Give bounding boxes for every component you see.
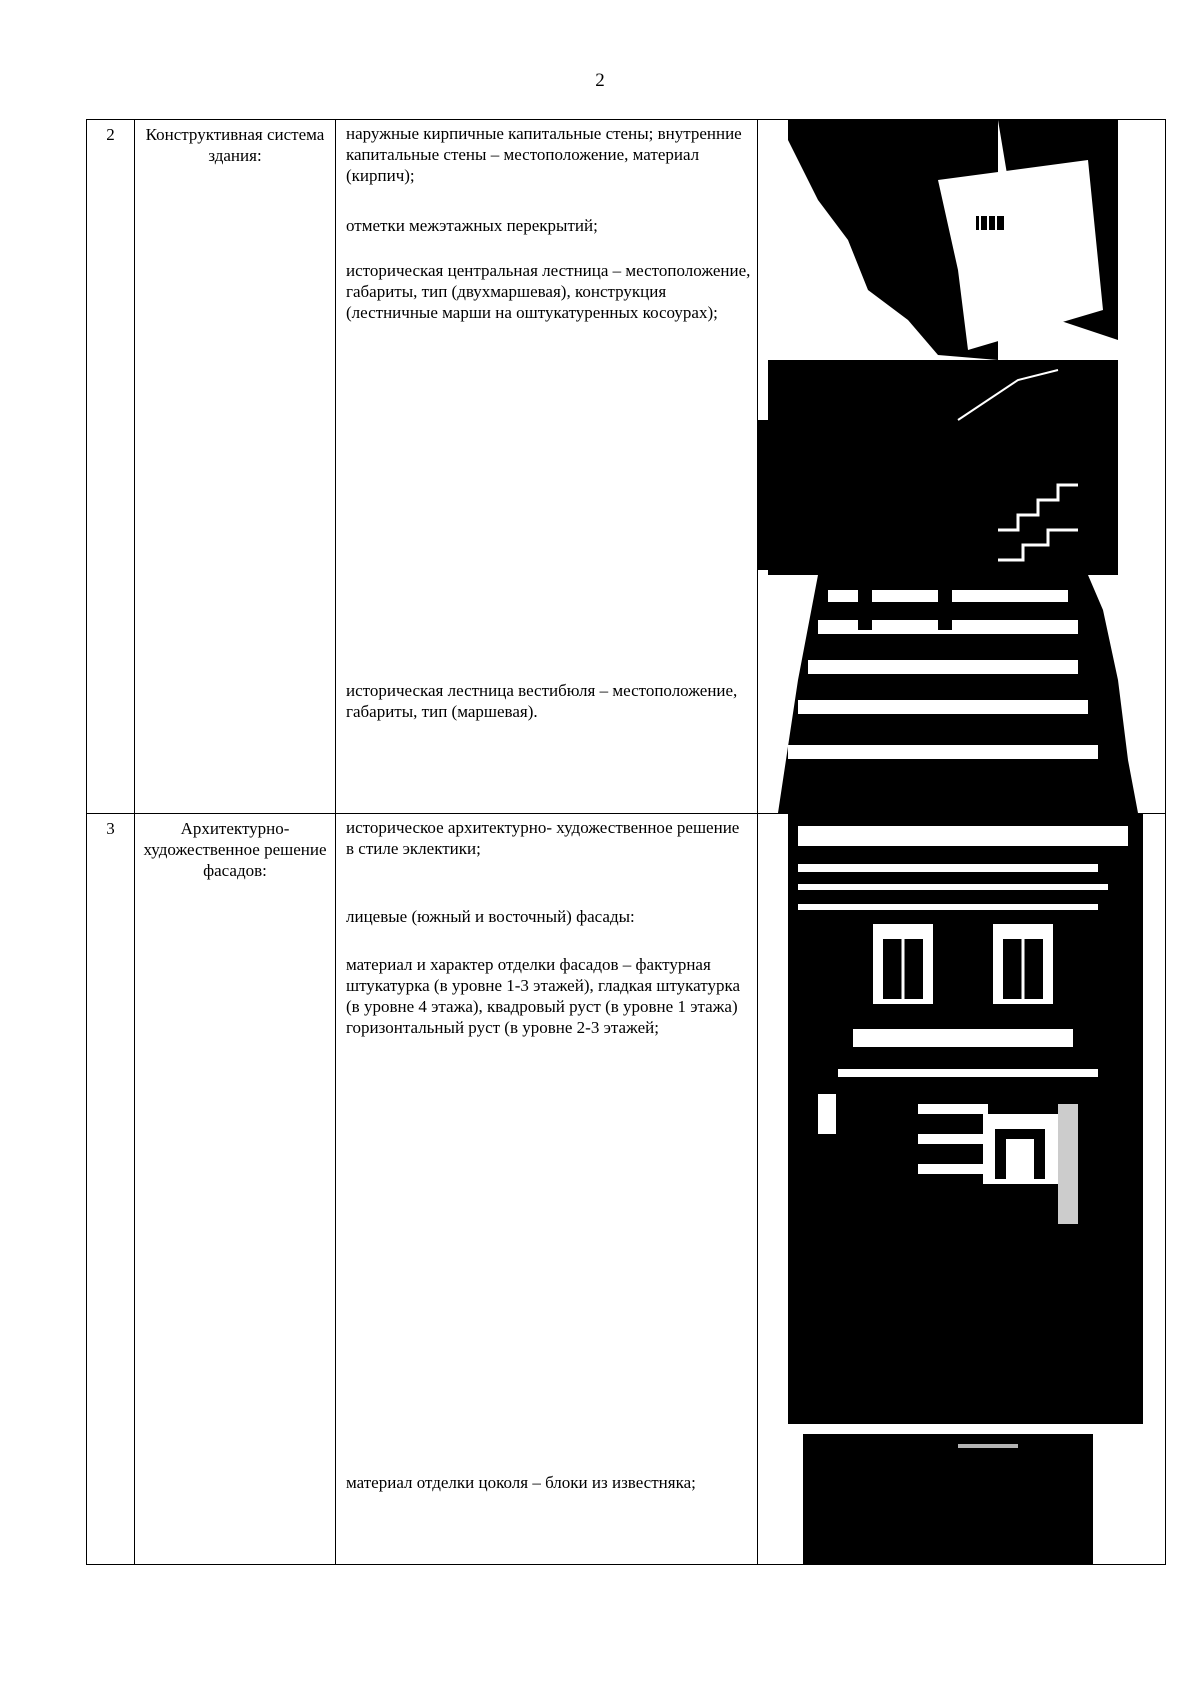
- paragraph: наружные кирпичные капитальные стены; внутренние капитальные стены – местоположение, материал (кирпич);: [346, 124, 742, 185]
- paragraph: историческая лестница вестибюля – местоположение, габариты, тип (маршевая).: [346, 681, 738, 721]
- row-label: Конструктивная система здания:: [135, 120, 336, 814]
- photo-cell: [758, 814, 1166, 1565]
- paragraph: материал и характер отделки фасадов – фактурная штукатурка (в уровне 1-3 этажей), гладкая штукатурка (в уровне 4 этажа), квадровый руст (в уровне 1 этажа) горизонтальный руст (в уровне 2-3 этажей;: [346, 955, 741, 1037]
- row-description: [336, 120, 758, 814]
- paragraph: материал отделки цоколя – блоки из известняка;: [346, 1473, 696, 1492]
- row-description: [336, 814, 758, 1565]
- photo-cell: [758, 120, 1166, 814]
- table-row: [87, 120, 1166, 814]
- paragraph: историческая центральная лестница – местоположение, габариты, тип (двухмаршевая), конструкция (лестничные марши на оштукатуренных косоурах);: [346, 261, 751, 322]
- paragraph: отметки межэтажных перекрытий;: [346, 216, 598, 235]
- page-number: 2: [595, 70, 605, 91]
- staircase-photo: [758, 120, 1165, 813]
- objects-table: [86, 119, 1166, 1565]
- paragraph: лицевые (южный и восточный) фасады:: [346, 907, 635, 926]
- paragraph: историческое архитектурно- художественное решение в стиле эклектики;: [346, 818, 740, 858]
- staircase-photo-image: [758, 120, 1165, 813]
- row-number: 3: [87, 814, 135, 1565]
- facade-photo: [758, 814, 1165, 1564]
- table-row: [87, 814, 1166, 1565]
- row-label: Архитектурно-художественное решение фасадов:: [135, 814, 336, 1565]
- row-number: 2: [87, 120, 135, 814]
- facade-photos: [758, 814, 1165, 1564]
